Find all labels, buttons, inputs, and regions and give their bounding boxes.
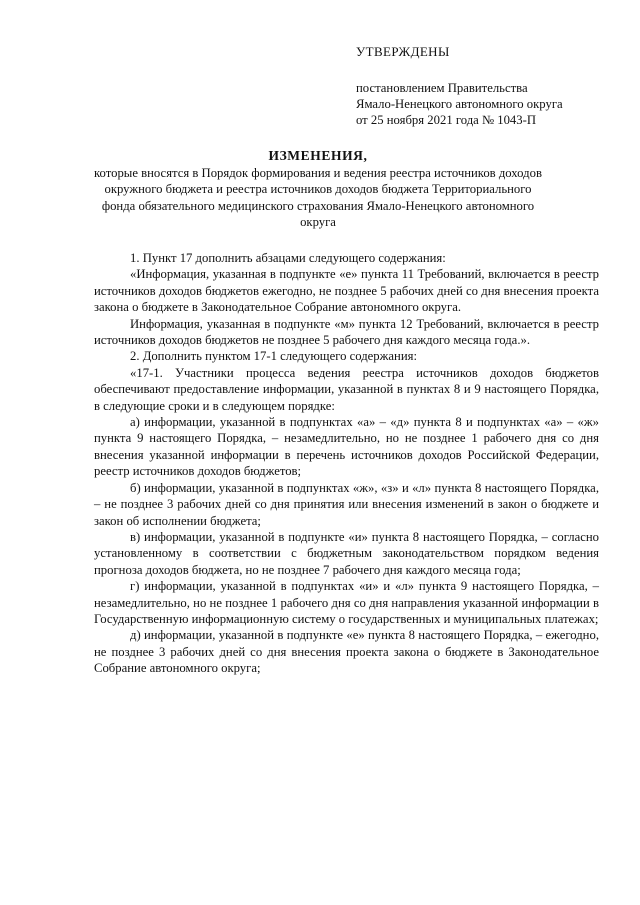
- paragraph-9: г) информации, указанной в подпунктах «и» и «л» пункта 9 настоящего Порядка, – незамедлительно, но не позднее 1 рабочего дня со дня направления указанной информации в Государственную информационную систему о государственных и муниципальных платежах;: [94, 579, 599, 626]
- approval-line-2: Ямало-Ненецкого автономного округа: [356, 97, 563, 111]
- paragraph-4: 2. Дополнить пунктом 17-1 следующего содержания:: [130, 349, 417, 364]
- paragraph-5: «17-1. Участники процесса ведения реестра источников доходов бюджетов обеспечивают предоставление информации, указанной в пунктах 8 и 9 настоящего Порядка, в следующие сроки и в следующем порядке:: [94, 365, 599, 413]
- document-subtitle: которые вносятся в Порядок формирования и ведения реестра источников доходов окружного бюджета и реестра источников доходов бюджета Территориального фонда обязательного медицинского страхования Ямало-Ненецкого автономного округа: [94, 165, 542, 229]
- paragraph-7: б) информации, указанной в подпунктах «ж», «з» и «л» пункта 8 настоящего Порядка, – не позднее 3 рабочих дней со дня принятия или внесения изменений в закон о бюджете и закон об исполнении бюджета;: [94, 480, 599, 528]
- paragraph-2: «Информация, указанная в подпункте «е» пункта 11 Требований, включается в реестр источников доходов бюджетов ежегодно, не позднее 5 рабочих дней со дня внесения проекта закона о бюджете в Законодательное Собрание автономного округа.: [94, 267, 599, 315]
- document-body: [94, 250, 599, 677]
- paragraph-8: в) информации, указанной в подпункте «и» пункта 8 настоящего Порядка, – согласно установленному в соответствии с бюджетным законодательством порядком ведения прогноза доходов бюджета, но не позднее 7 рабочего дня каждого месяца года;: [94, 529, 599, 577]
- document-heading: [88, 148, 548, 231]
- paragraph-10: д) информации, указанной в подпункте «е» пункта 8 настоящего Порядка, – ежегодно, не позднее 3 рабочих дней со дня внесения проекта закона о бюджете в Законодательное Собрание автономного округа;: [94, 628, 599, 676]
- approval-line-1: постановлением Правительства: [356, 81, 528, 95]
- approval-stamp: УТВЕРЖДЕНЫ: [356, 44, 450, 59]
- document-title: ИЗМЕНЕНИЯ,: [268, 148, 368, 163]
- paragraph-6: а) информации, указанной в подпунктах «а» – «д» пункта 8 и подпунктах «а» – «ж» пункта 9 настоящего Порядка, – незамедлительно, но не позднее 1 рабочего дня со дня внесения указанной информации в перечень источников доходов Российской Федерации, реестр источников доходов бюджетов;: [94, 415, 599, 479]
- paragraph-1: 1. Пункт 17 дополнить абзацами следующего содержания:: [130, 251, 446, 265]
- approval-line-3: от 25 ноября 2021 года № 1043-П: [356, 113, 536, 127]
- paragraph-3: Информация, указанная в подпункте «м» пункта 12 Требований, включается в реестр источников доходов бюджетов не позднее 5 рабочего дня каждого месяца года.».: [94, 316, 599, 348]
- approval-block: [356, 44, 626, 128]
